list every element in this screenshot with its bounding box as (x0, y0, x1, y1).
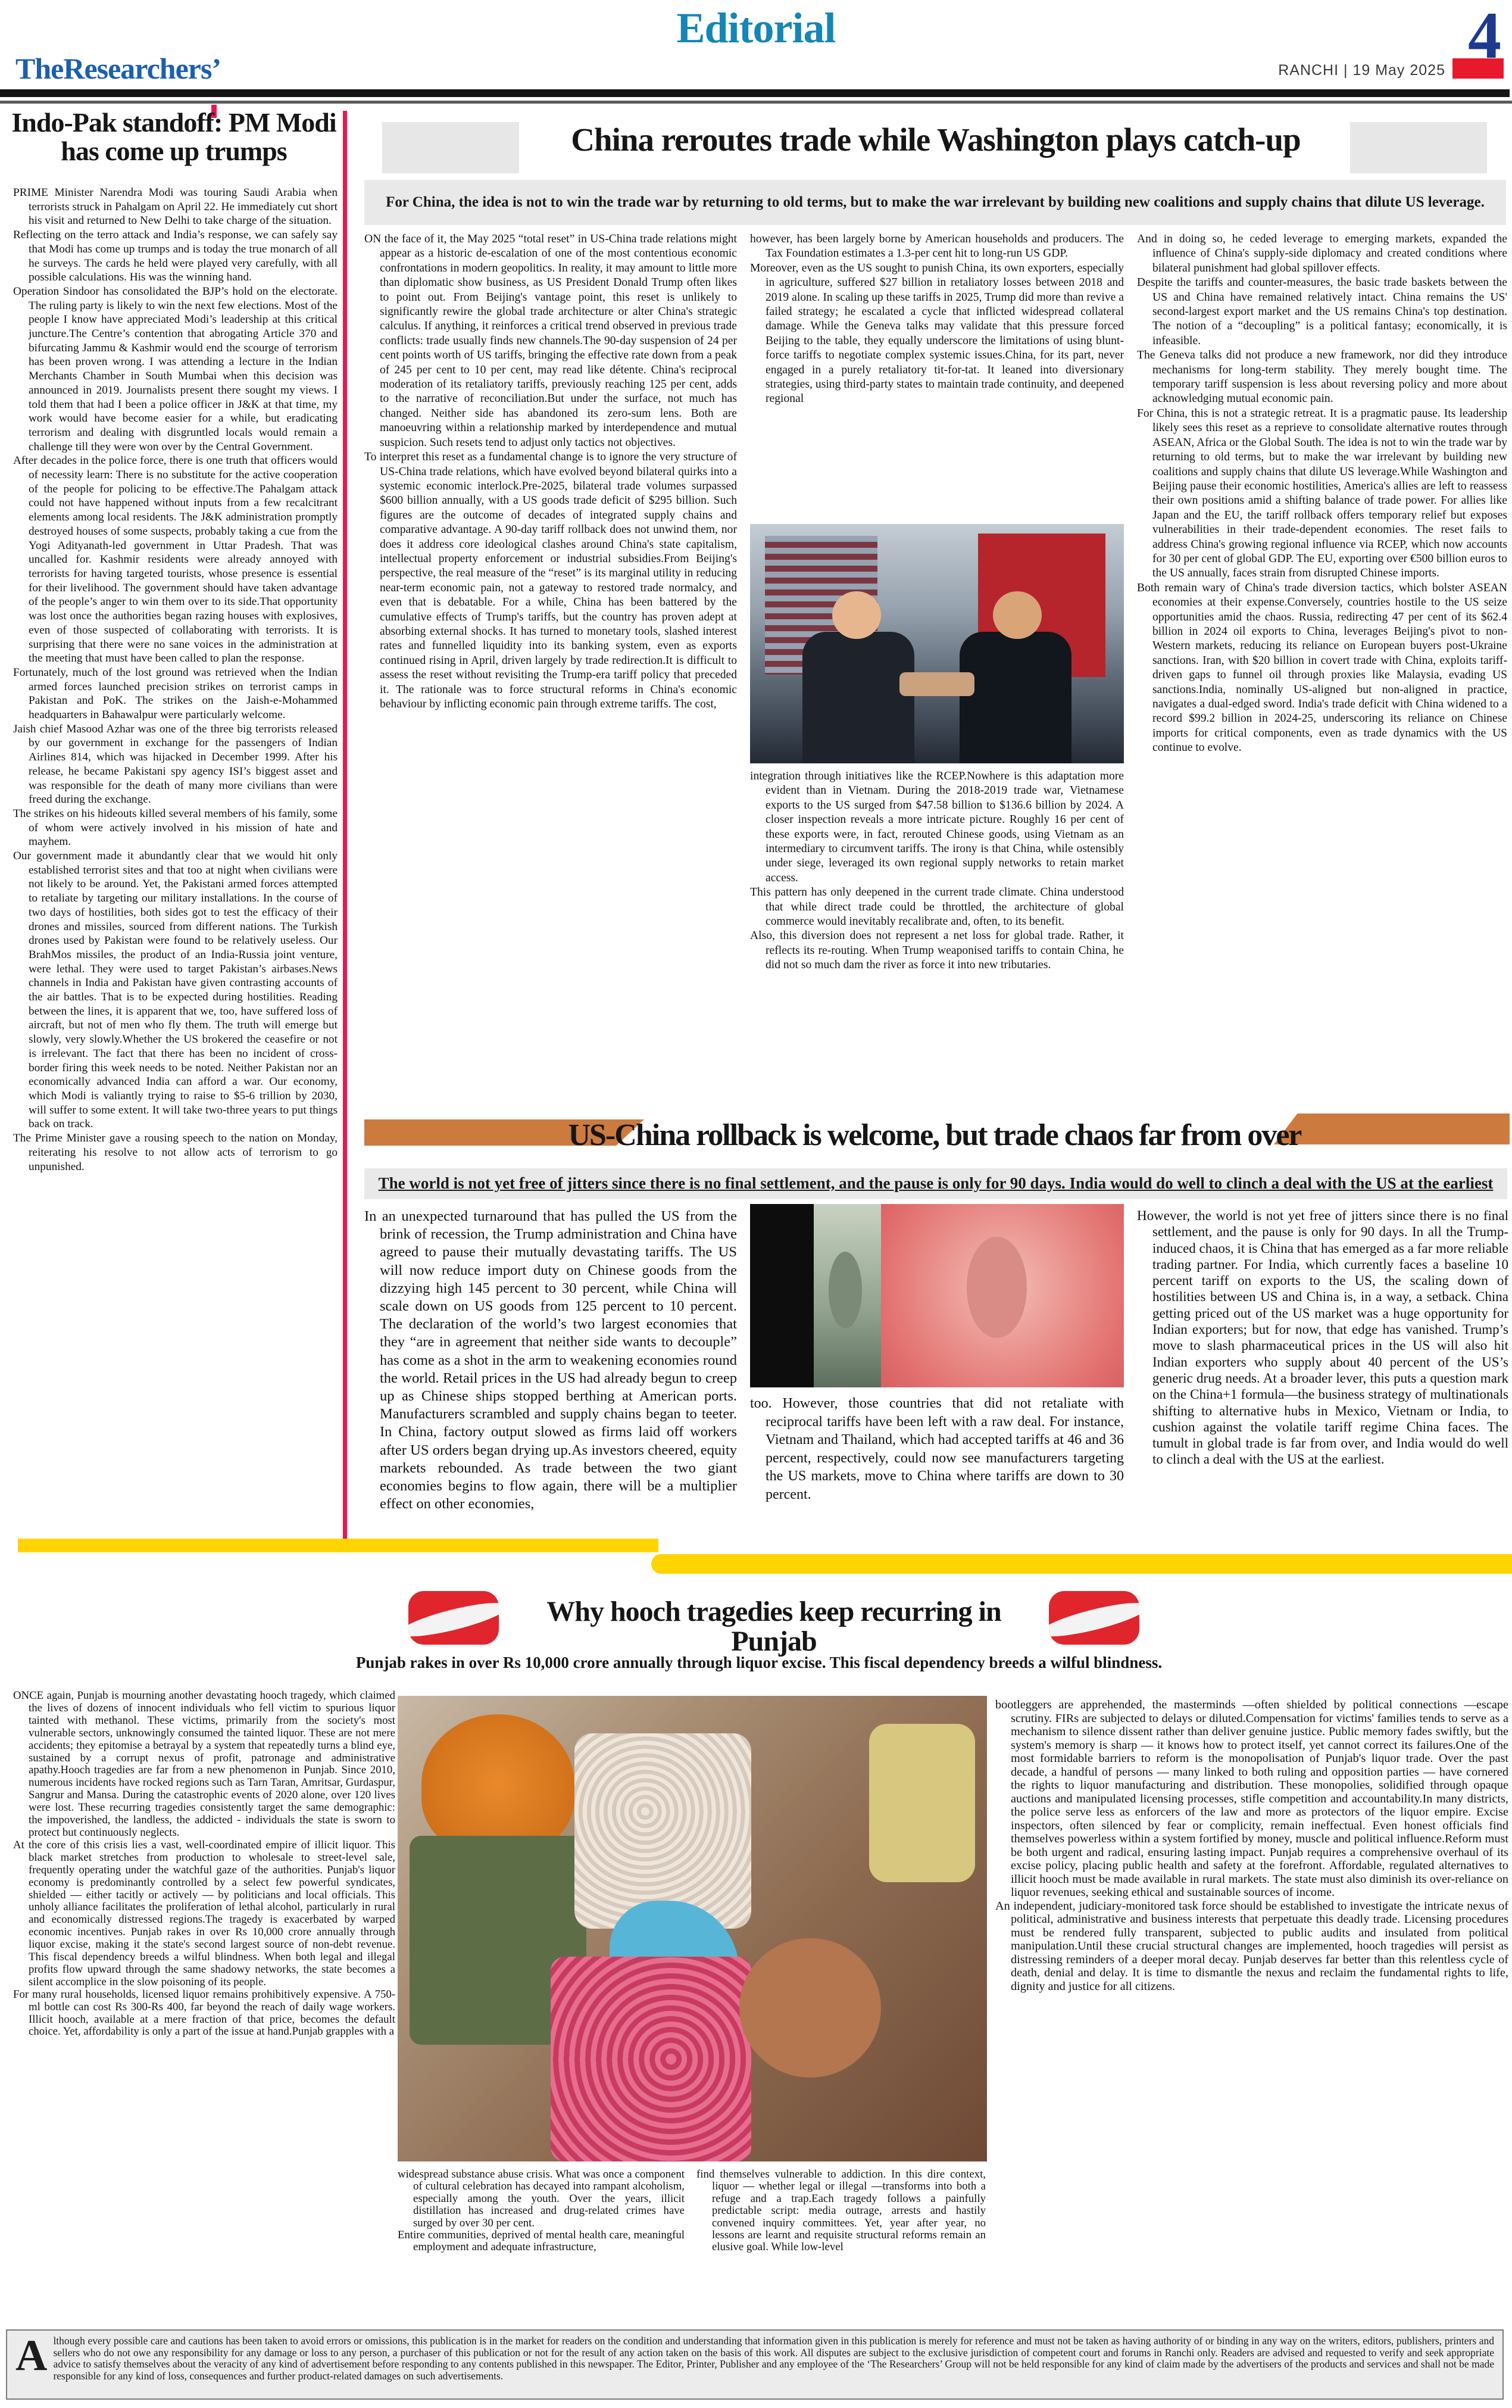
paragraph: For China, this is not a strategic retreat. It is a pragmatic pause. Its leadership likely sees this reset as a reprieve to consolidate alternative routes through ASEAN, Africa or the Global South. The idea is not to win the trade war by returning to old terms, but to make the war irrelevant by building new coalitions and supply chains that dilute US leverage.While Washington and Beijing pause their economic hostilities, America's allies are left to reassess their own positions amid a shifting balance of trade power. For allies like Japan and the EU, the tariff rollback offers temporary relief but exposes vulnerabilities in their trade-dependent economies. The reset fails to address China's growing regional influence via RCEP, which now accounts for 30 per cent of global GDP. The EU, exporting over €500 billion euros to the US annually, faces strain from disrupted Chinese imports. (1137, 407, 1507, 580)
paragraph: To interpret this reset as a fundamental change is to ignore the very structure of US-China trade relations, which have evolved beyond bilateral quirks into a systemic economic interlock.Pre-2025, bilateral trade volumes surpassed $600 billion annually, with a US goods trade deficit of $295 billion. Such figures are the outcome of decades of integrated supply chains and comparative advantage. A 90-day tariff rollback does not unwind them, nor does it address core ideological clashes around China's state capitalism, intellectual property enforcement or industrial subsidies.From Beijing's perspective, the real measure of the “reset” is its marginal utility in reducing near-term economic pain, not a gateway to restored trade normalcy, and even that is debatable. For a while, China has been battered by the cumulative effects of Trump's tariffs, but the country has proven adept at absorbing external shocks. It has turned to monetary tools, slashed interest rates and funnelled liquidity into its banking system, even as exports continued rising in April, driven largely by trade redirection.It is difficult to assess the reset without revisiting the Trump-era tariff policy that preceded it. The rationale was to force structural reforms in China's economic behaviour by inflicting economic pain through extreme tariffs. The cost, (364, 451, 737, 710)
paragraph: too. However, those countries that did not retaliate with reciprocal tariffs have been left with a raw deal. For instance, Vietnam and Thailand, which had accepted tariffs at 46 and 36 percent, respectively, could now see manufacturers targeting the US markets, move to China where tariffs are down to 30 percent. (750, 1396, 1124, 1502)
paragraph: Moreover, even as the US sought to punish China, its own exporters, especially in agriculture, suffered $27 billion in retaliatory losses between 2018 and 2019 alone. In scaling up these tariffs in 2025, Trump did more than revive a failed strategy; he escalated a cycle that inflicted widespread collateral damage. While the Geneva talks may validate that this pressure forced Beijing to the table, they equally underscore the limitations of using blunt-force tariffs to negotiate complex systemic issues.China, for its part, never engaged in a purely retaliatory tit-for-tat. It leaned into diversionary strategies, using third-party states to maintain trade continuity, and deepened regional (750, 261, 1124, 406)
paragraph: Both remain wary of China's trade diversion tactics, which bolster ASEAN economies at their expense.Conversely, countries hostile to the US seize opportunities amid the chaos. Russia, redirecting 47 per cent of its $62.4 billion in 2024 oil exports to China, leverages Beijing's pivot to non-Western markets, reducing its reliance on European buyers post-Ukraine sanctions. Iran, with $20 billion in covert trade with China, exploits tariff-driven gaps to funnel oil through proxies like Malaysia, evading US sanctions.India, nominally US-aligned but non-aligned in practice, navigates a dual-edged sword. India's trade deficit with China widened to a record $99.2 billion in 2024-25, underscoring its reliance on Chinese imports for critical components, even as trade dynamics with the US continue to evolve. (1137, 581, 1507, 754)
china-headline: China reroutes trade while Washington plays catch-up (571, 121, 1301, 158)
page-number: 4 (1468, 0, 1501, 73)
disclaimer-dropcap: A (15, 2331, 48, 2380)
photo-face-right (993, 591, 1042, 639)
disclaimer-text: lthough every possible care and cautions has been taken to avoid errors or omissions, this publication is in the market for readers on the condition and understanding that information given in this publication is merely for reference and must not be taken as having authority of or binding in any way on the writers, editors, publishers, printers and sellers who do not owe any responsibility for any damage or loss to any person, a purchaser of this publication or not for the result of any action taken on the basis of this work. All disputes are subject to the exclusive jurisdiction of competent court and forums in Ranchi only. Readers are advised and requested to verify and seek appropriate advice to satisfy themselves about the veracity of any kind of advertisement before responding to any contents published in this newspaper. The Editor, Printer, Publisher and any employee of the ‘The Researchers’ Group will not be held responsible for any kind of claim made by the advertisers of the products and services and shall not be made responsible for any kind of loss, consequences and further product-related damages on such advertisements. (53, 2335, 1494, 2382)
paragraph: bootleggers are apprehended, the masterminds —often shielded by political connections —escape scrutiny. FIRs are subjected to delays or diluted.Compensation for victims' families tends to serve as a mechanism to silence dissent rather than deliver genuine justice. Public memory fades swiftly, but the system's memory is sharp — it knows how to protect itself, yet cannot correct its failures.One of the most formidable barriers to reform is the monopolisation of Punjab's liquor trade. Over the past decade, a handful of persons — many linked to both ruling and opposition parties — have cornered the rights to liquor manufacturing and distribution. These monopolies, solidified through opaque auctions and manipulated licensing processes, stifle competition and accountability.In many districts, the police serve less as enforcers of the law and more as protectors of the liquor empire. Excise inspectors, often silenced by fear or complicity, remain ineffectual. Even honest officials find themselves powerless within a system fortified by money, muscle and political influence.Reform must be both urgent and radical, ensuring lasting impact. Punjab requires a comprehensive overhaul of its excise policy, placing public health and safety at the forefront. Affordable, regulated alternatives to illicit hooch must be made available in rural markets. The state must also diminish its over-reliance on liquor revenues, seeking ethical and sustainable sources of income. (995, 1698, 1508, 1899)
paragraph: The strikes on his hideouts killed several members of his family, some of whom were actively involved in his mission of hate and mayhem. (13, 807, 338, 849)
indo-pak-body (13, 186, 338, 1533)
paper-name: TheResearchers’ (15, 52, 221, 85)
column-divider-rule (343, 111, 347, 1540)
section-title: Editorial (676, 4, 836, 52)
paragraph: Despite the tariffs and counter-measures, the basic trade baskets between the US and China have remained relatively intact. China remains the US' second-largest export market and the US remains China's top destination. The notion of a “decoupling” is a political fantasy; economically, it is infeasible. (1137, 276, 1507, 347)
disclaimer-box (6, 2329, 1504, 2400)
hooch-below-photo-left (398, 2169, 685, 2326)
hooch-headline: Why hooch tragedies keep recurring in Punjab (546, 1596, 1001, 1657)
top-rule-thick (0, 89, 1510, 97)
photo-handshake (899, 672, 974, 696)
paragraph: The Geneva talks did not produce a new framework, nor did they introduce mechanisms for long-term stability. They merely bought time. The temporary tariff suspension is less about reversing policy and more about acknowledging mutual economic pain. (1137, 349, 1507, 406)
paragraph: Our government made it abundantly clear that we would hit only established terrorist sites and that too at night when civilians were not likely to be around. Yet, the Pakistani armed forces attempted to retaliate by targeting our military installations. In the course of two days of hostilities, both sides got to test the efficacy of their drones and missiles, sourced from different nations. The Turkish drones used by Pakistan were found to be relatively useless. Our BrahMos missiles, the product of an India-Russia joint venture, were lethal. They were used to target Pakistan’s airbases.News channels in India and Pakistan have given contrasting accounts of the air battles. That is to be expected during hostilities. Reading between the lines, it is apparent that we, too, have suffered loss of aircraft, but not of men who fly them. The truth will emerge but slowly, very slowly.Whether the US brokered the ceasefire or not is irrelevant. The fact that there has been no incident of cross-border firing this week needs to be noted. Neither Pakistan nor an economically advanced India can afford a war. Our economy, which Modi is valiantly trying to raise to $5-6 trillion by 2030, will suffer to some extent. It will take two-three years to put things back on track. (13, 850, 338, 1131)
paragraph: Jaish chief Masood Azhar was one of the three big terrorists released by our government in exchange for the passengers of Indian Airlines 814, which was hijacked in December 1999. After his release, he became Pakistani spy agency ISI’s biggest asset and was responsible for the death of many more civilians than were freed during the exchange. (13, 722, 338, 806)
hooch-left-col (13, 1690, 395, 2327)
paragraph: An independent, judiciary-monitored task force should be established to investigate the intricate nexus of political, administrative and business interests that perpetuate this deadly trade. Licensing procedures must be rendered fully transparent, subjected to public audits and insulated from political manipulation.Until these crucial structural changes are implemented, hooch tragedies will persist as distressing reminders of a deeper moral decay. Punjab deserves far better than this relentless cycle of death, denial and delay. It is time to dismantle the nexus and reclaim the fundamental rights to life, dignity and justice for all citizens. (995, 1899, 1508, 1993)
paragraph: integration through initiatives like the RCEP.Nowhere is this adaptation more evident than in Vietnam. During the 2018-2019 trade war, Vietnamese exports to the US surged from $47.58 billion to $136.6 billion by 2024. A closer inspection reveals a more intricate picture. Roughly 16 per cent of these exports were, in fact, rerouted Chinese goods, using Vietnam as an intermediary to circumvent tariffs. The irony is that China, while ostensibly under siege, leveraged its own regional supply networks to retain market access. (750, 770, 1124, 884)
paragraph: After decades in the police force, there is one truth that officers would of necessity learn: There is no substitute for the active cooperation of the people for policing to be effective.The Pahalgam attack could not have happened without inputs from a few recalcitrant elements among local residents. The J&K administration promptly destroyed houses of some suspects, probably taking a cue from the Yogi Adityanath-led government in Uttar Pradesh. That was uncalled for. Kashmir residents were already annoyed with terrorists for having targeted tourists, whose presence is essential for their livelihood. The government should have taken advantage of the people’s anger to win them over to its side.That opportunity was lost once the authorities began razing houses with explosives, even of those suspected of collaborating with terrorists. It is surprising that there were no sane voices in the administration at the meeting that must have been called to plan the response. (13, 454, 338, 665)
photo-figure-trump (802, 632, 914, 763)
paragraph: Operation Sindoor has consolidated the BJP’s hold on the electorate. The ruling party is likely to win the next few elections. Most of the people I know have appreciated Modi’s leadership at this critical juncture.The Centre’s contention that abrogating Article 370 and bifurcating Jammu & Kashmir would end the scourge of terrorism has been proven wrong. I was attending a lecture in the Indian Merchants Chamber in South Mumbai when this decision was announced in 2019. Journalists present there sought my views. I told them that had I been a police officer in J&K at that time, my work would have become easier for a while, but eradicating terrorism and dealing with disgruntled locals would remain a challenge till they were won over by the Central Government. (13, 285, 338, 453)
paragraph: This pattern has only deepened in the current trade climate. China understood that while direct trade could be throttled, the architecture of global commerce would inevitably recalibrate and, often, to its benefit. (750, 886, 1124, 928)
photo-mao-portrait (967, 1237, 1026, 1337)
indo-pak-headline: Indo-Pak standoff: PM Modi has come up trumps (11, 107, 336, 166)
paragraph: The Prime Minister gave a rousing speech to the nation on Monday, reiterating his resolve to not allow acts of terrorism to go unpunished. (13, 1132, 338, 1173)
hooch-deco-pill-left (408, 1591, 499, 1645)
paragraph: Entire communities, deprived of mental health care, meaningful employment and adequate infrastructure, (398, 2229, 685, 2254)
photo-figure-xi (960, 632, 1071, 763)
china-col2-top (750, 232, 1124, 519)
yellow-bar-left (18, 1539, 658, 1552)
paragraph: Also, this diversion does not represent a net loss for global trade. Rather, it reflects its re-routing. When Trump weaponised tariffs to contain China, he did not so much dam the river as force it into new tributaries. (750, 929, 1124, 972)
rollback-col3 (1137, 1208, 1508, 1567)
top-rule-thin (0, 101, 1512, 104)
photo-pink-floral-dress (551, 1957, 751, 2161)
headline-deco-right (1350, 122, 1487, 173)
hooch-deco-pill-right (1049, 1591, 1139, 1645)
paragraph: For many rural households, licensed liquor remains prohibitively expensive. A 750-ml bottle can cost Rs 300-Rs 400, far beyond the reach of daily wage workers. Illicit hooch, available at a mere fraction of that price, becomes the default choice. Yet, affordability is only a part of the issue at hand.Punjab grapples with a (13, 1988, 395, 2038)
china-col2-bottom (750, 769, 1124, 1113)
photo-face-left (832, 591, 881, 639)
photo-yellow-scarf (869, 1724, 975, 1882)
hooch-right-col (995, 1698, 1508, 2325)
china-col3 (1137, 232, 1507, 1115)
rollback-col1 (364, 1208, 737, 1551)
rollback-headline: US-China rollback is welcome, but trade chaos far from over (568, 1118, 1301, 1152)
paragraph: ON the face of it, the May 2025 “total reset” in US-China trade relations might appear as a historic de-escalation of one of the most contentious economic confrontations in modern geopolitics. In reality, it may amount to little more than diplomatic show business, as US President Donald Trump often likes to point out. From Beijing's vantage point, this reset is unlikely to significantly rewire the global trade architecture or alter China's strategic calculus. If anything, it reinforces a critical trend observed in previous trade conflicts: trade usually finds new channels.The 90-day suspension of 24 per cent points worth of US tariffs, bringing the effective rate down from a peak of 245 per cent to 10 per cent, may read like détente. China's reciprocal moderation of its retaliatory tariffs, previously reaching 125 per cent, adds to the narrative of reconciliation.But under the surface, not much has changed. Neither side has abandoned its zero-sum lens. Both are manoeuvring within a relationship marked by interdependence and mutual suspicion. Such resets tend to adjust only tactics not objectives. (364, 233, 737, 449)
china-col1 (364, 232, 737, 1115)
china-standfirst: For China, the idea is not to win the trade war by returning to old terms, but to make the war irrelevant by building new coalitions and supply chains that dilute US leverage. (364, 180, 1506, 225)
headline-deco-left (382, 122, 519, 173)
paragraph: However, the world is not yet free of jitters since there is no final settlement, and the pause is only for 90 days. In all the Trump-induced chaos, it is China that has emerged as a far more reliable trading partner. For India, which currently faces a baseline 10 percent tariff on exports to the US, the scaling down of hostilities between US and China is, in a way, a setback. China getting priced out of the US market was a huge opportunity for Indian exporters; but for now, that edge has vanished. Trump’s move to slash pharmaceutical prices in the US will also hit Indian exporters who supply about 40 percent of the US’s generic drug needs. At a broader lever, this puts a question mark on the China+1 formula—the business strategy of multinationals shifting to alternative hubs in Mexico, Vietnam or India, to cushion against the volatile tariff regime China faces. The tumult in global trade is far from over, and India would do well to clinch a deal with the US at the earliest. (1137, 1208, 1508, 1467)
photo-grieving-face (739, 1938, 881, 2078)
hooch-standfirst: Punjab rakes in over Rs 10,000 crore annually through liquor excise. This fiscal dependency breeds a wilful blindness. (355, 1654, 1163, 1671)
photo-white-dupatta (574, 1733, 751, 1929)
mourning-crowd-photo (398, 1696, 987, 2161)
pill-swoosh (408, 1596, 499, 1643)
pill-swoosh (1049, 1596, 1139, 1643)
paragraph: find themselves vulnerable to addiction. In this dire context, liquor — whether legal or illegal —transforms into both a refuge and a trap.Each tragedy follows a painfully predictable script: media outrage, arrests and hastily convened inquiry committees. Yet, year after year, no lessons are learnt and requisite structural reforms remain an elusive goal. While low-level (696, 2169, 986, 2254)
yellow-bar-right (651, 1554, 1512, 1574)
paragraph: widespread substance abuse crisis. What was once a component of cultural celebration has decayed into rampant alcoholism, especially among the youth. Over the years, illicit distillation has increased and drug-related crimes have surged by over 30 per cent. (398, 2169, 685, 2229)
paragraph: At the core of this crisis lies a vast, well-coordinated empire of illicit liquor. This black market stretches from production to wholesale to street-level sale, frequently operating under the watchful gaze of the authorities. Punjab's liquor economy is predominantly controlled by a select few powerful syndicates, shielded — either tacitly or actively — by politicians and local officials. This unholy alliance facilitates the proliferation of lethal alcohol, particularly in rural and economically distressed regions.The tragedy is exacerbated by warped economic incentives. Punjab rakes in over Rs 10,000 crore annually through liquor excise, making it the state's second largest source of non-debt revenue. This fiscal dependency breeds a wilful blindness. When both legal and illegal profits flow upward through the same shadowy networks, the state becomes a silent accomplice in the slow poisoning of its people. (13, 1838, 395, 1988)
paragraph: PRIME Minister Narendra Modi was touring Saudi Arabia when terrorists struck in Pahalgam on April 22. He immediately cut short his visit and returned to New Delhi to take charge of the situation. (13, 186, 338, 227)
rollback-col2 (750, 1395, 1124, 1512)
paragraph: Reflecting on the terro attack and India’s response, we can safely say that Modi has come up trumps and is today the true monarch of all he surveys. The cards he held were played very carefully, with all possible calculations. His was the winning hand. (13, 229, 338, 284)
dollar-yuan-currency-photo (750, 1204, 1124, 1387)
rollback-standfirst: The world is not yet free of jitters since there is no final settlement, and the pause is only for 90 days. India would do well to clinch a deal with the US at the earliest (364, 1168, 1507, 1199)
paragraph: In an unexpected turnaround that has pulled the US from the brink of recession, the Trump administration and China have agreed to pause their mutually devastating tariffs. The US will now reduce import duty on Chinese goods from the dizzying high 145 percent to 30 percent, while China will scale down on US goods from 125 percent to 10 percent. The declaration of the world’s two largest economies that they “are in agreement that neither side wants to decouple” has come as a shot in the arm to weakening economies round the world. Retail prices in the US had already begun to creep up as Chinese ships stopped berthing at American ports. Manufacturers scrambled and supply chains began to teeter. In China, factory output slowed as firms laid off workers after US orders began drying up.As investors cheered, equity markets rebounded. As trade between the two giant economies begins to flow again, there will be a multiplier effect on other economies, (364, 1208, 737, 1512)
trump-xi-handshake-photo (750, 524, 1124, 763)
paragraph: And in doing so, he ceded leverage to emerging markets, expanded the influence of China's supply-side diplomacy and created conditions where bilateral punishment had global spillover effects. (1137, 233, 1507, 275)
hooch-below-photo-right (696, 2169, 986, 2326)
city-date: RANCHI | 19 May 2025 (1278, 62, 1445, 79)
paragraph: Fortunately, much of the lost ground was retrieved when the Indian armed forces launched precision strikes on terrorist camps in Pakistan and PoK. The strikes on the Jaish-e-Mohammed headquarters in Bahawalpur were particularly welcome. (13, 666, 338, 722)
paragraph: ONCE again, Punjab is mourning another devastating hooch tragedy, which claimed the lives of dozens of innocent individuals who fell victim to spurious liquor tainted with methanol. These victims, primarily from the society's most vulnerable sectors, unknowingly consumed the tainted liquor. These are not mere accidents; they epitomise a betrayal by a system that repeatedly turns a blind eye, sustained by a corrupt nexus of profit, patronage and administrative apathy.Hooch tragedies are far from a new phenomenon in Punjab. Since 2010, numerous incidents have rocked regions such as Tarn Taran, Amritsar, Gurdaspur, Sangrur and Mansa. During the catastrophic events of 2020 alone, over 120 lives were lost. These recurring tragedies consistently target the same demographic: the impoverished, the landless, the addicted - individuals the state is sworn to protect but continuously neglects. (13, 1690, 395, 1839)
paragraph: however, has been largely borne by American households and producers. The Tax Foundation estimates a 1.3-per cent hit to long-run US GDP. (750, 233, 1124, 260)
photo-saffron-turban (421, 1714, 574, 1854)
